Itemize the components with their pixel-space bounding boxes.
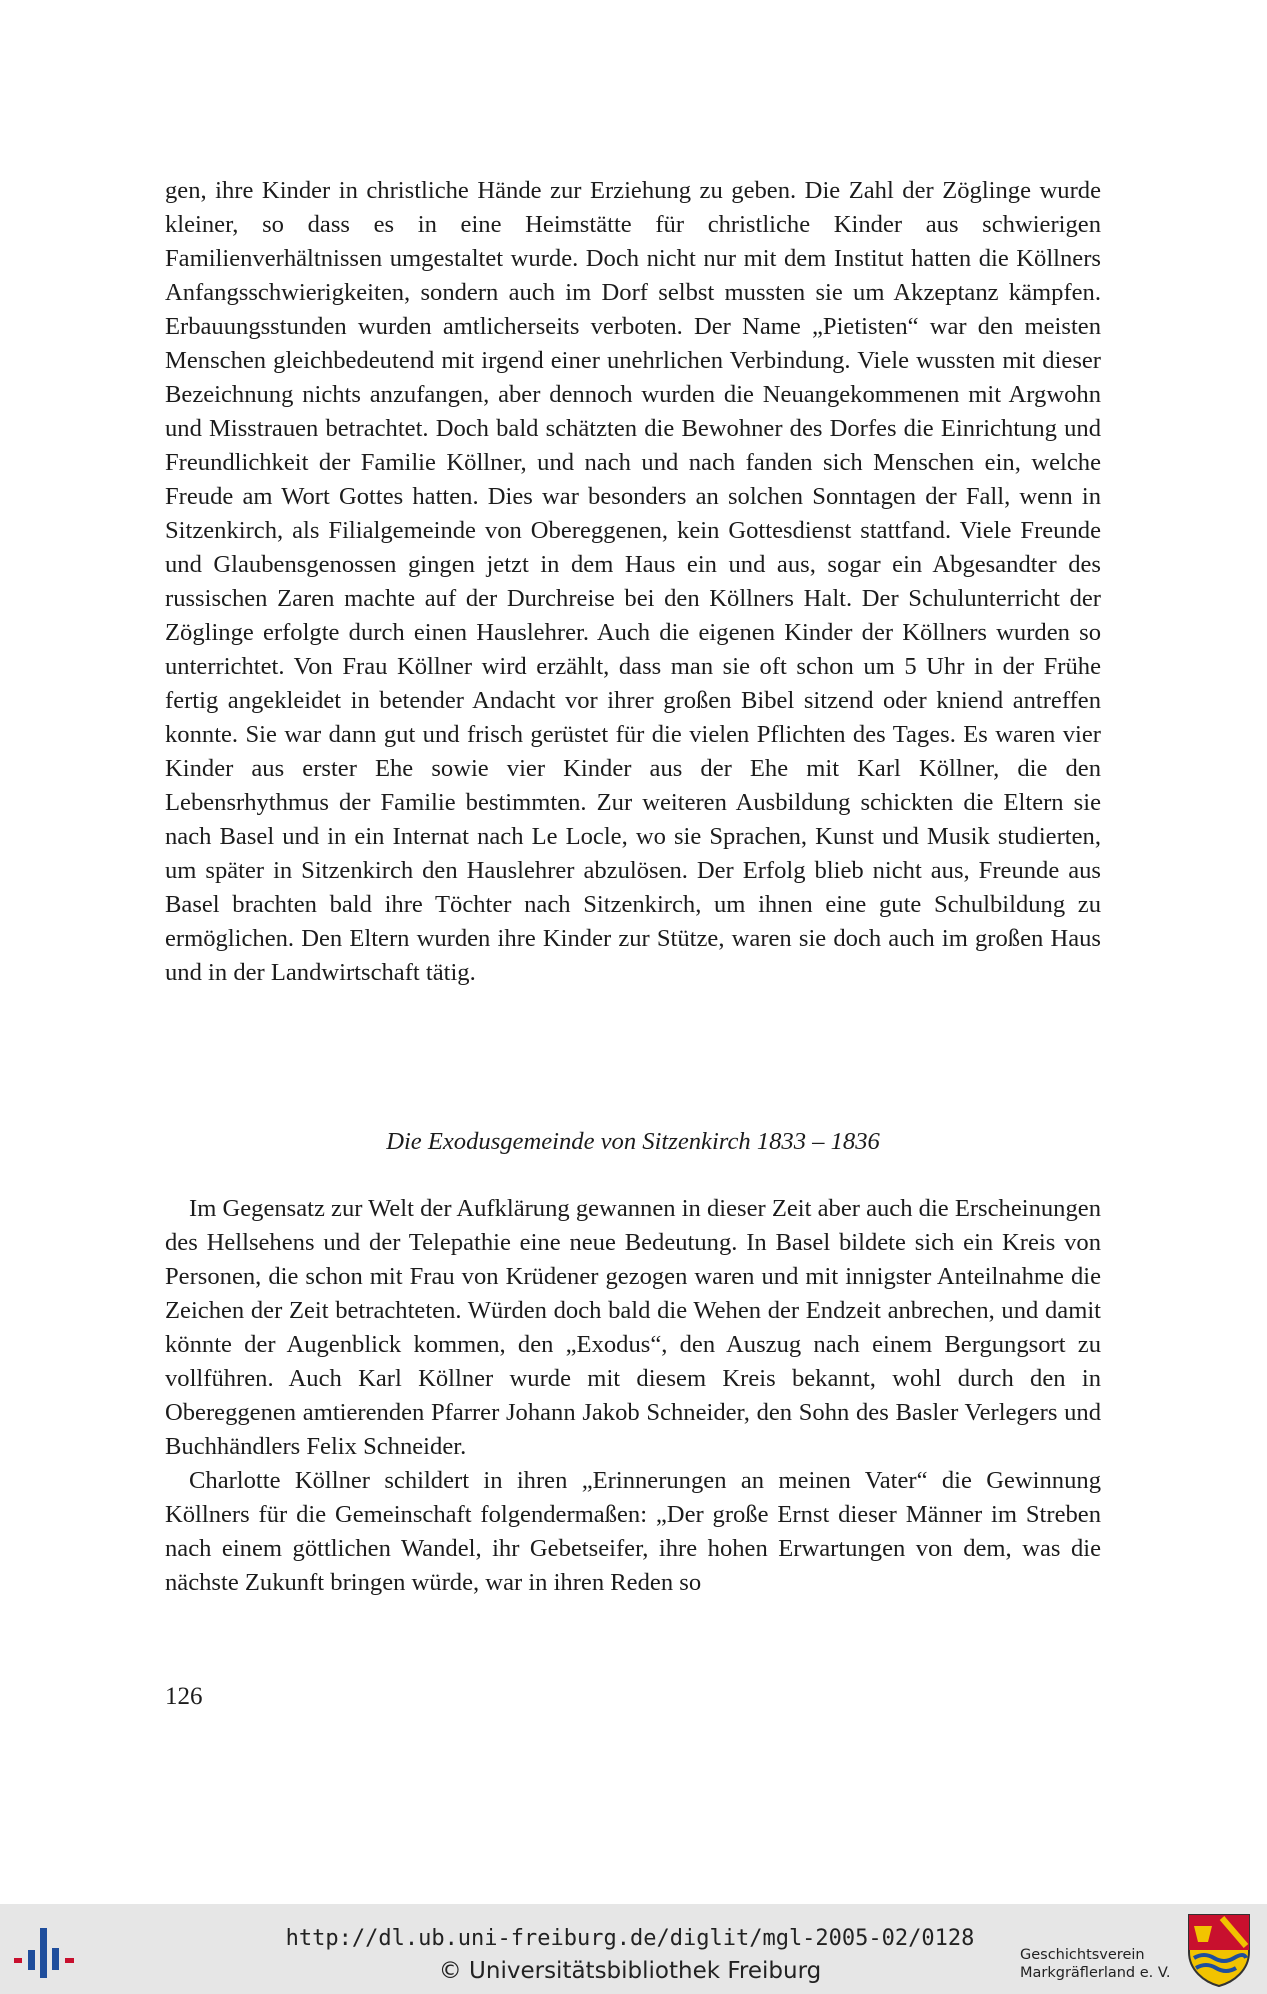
footer-citation xyxy=(260,1922,1000,1988)
society-name xyxy=(1020,1946,1171,1982)
footer-bar xyxy=(0,1904,1267,1994)
body-text-section-1 xyxy=(165,174,1101,990)
body-text-section-2 xyxy=(165,1192,1101,1600)
paragraph: gen, ihre Kinder in christliche Hände zur Erziehung zu geben. Die Zahl der Zöglinge wurde kleiner, so dass es in eine Heimstätte für christliche Kinder aus schwierigen Familienverhältnissen umgestaltet wurde. Doch nicht nur mit dem Institut hatten die Köllners Anfangsschwierigkeiten, sondern auch im Dorf selbst mussten sie um Akzeptanz kämpfen. Erbauungsstunden wurden amtlicherseits verboten. Der Name „Pietisten“ war den meisten Menschen gleichbedeutend mit irgend einer unehrlichen Verbindung. Viele wussten mit dieser Bezeichnung nichts anzufangen, aber dennoch wurden die Neuangekommenen mit Argwohn und Misstrauen betrachtet. Doch bald schätzten die Bewohner des Dorfes die Einrichtung und Freundlichkeit der Familie Köllner, und nach und nach fanden sich Menschen ein, welche Freude am Wort Gottes hatten. Dies war besonders an solchen Sonntagen der Fall, wenn in Sitzenkirch, als Filialgemeinde von Obereggenen, kein Gottesdienst stattfand. Viele Freunde und Glaubensgenossen gingen jetzt in dem Haus ein und aus, sogar ein Abgesandter des russischen Zaren machte auf der Durchreise bei den Köllners Halt. Der Schulunterricht der Zöglinge erfolgte durch einen Hauslehrer. Auch die eigenen Kinder der Köllners wurden so unterrichtet. Von Frau Köllner wird erzählt, dass man sie oft schon um 5 Uhr in der Frühe fertig angekleidet in betender Andacht vor ihrer großen Bibel sitzend oder kniend antreffen konnte. Sie war dann gut und frisch gerüstet für die vielen Pflichten des Tages. Es waren vier Kinder aus erster Ehe sowie vier Kinder aus der Ehe mit Karl Köllner, die den Lebensrhythmus der Familie bestimmten. Zur weiteren Ausbildung schickten die Eltern sie nach Basel und in ein Internat nach Le Locle, wo sie Sprachen, Kunst und Musik studierten, um später in Sitzenkirch den Hauslehrer abzulösen. Der Erfolg blieb nicht aus, Freunde aus Basel brachten bald ihre Töchter nach Sitzenkirch, um ihnen eine gute Schulbildung zu ermöglichen. Den Eltern wurden ihre Kinder zur Stütze, waren sie doch auch im großen Haus und in der Landwirtschaft tätig. xyxy=(165,177,1101,986)
page-number: 126 xyxy=(165,1683,203,1710)
section-heading: Die Exodusgemeinde von Sitzenkirch 1833 – 1836 xyxy=(386,1128,880,1155)
library-logo-icon xyxy=(10,1924,80,1982)
society-line-1: Geschichtsverein xyxy=(1020,1947,1145,1963)
paragraph: Charlotte Köllner schildert in ihren „Erinnerungen an meinen Vater“ die Gewinnung Köllners für die Gemeinschaft folgendermaßen: „Der große Ernst dieser Männer im Streben nach einem göttlichen Wandel, ihr Gebetseifer, ihre hohen Erwartungen von dem, was die nächste Zukunft bringen würde, war in ihren Reden so xyxy=(165,1467,1101,1596)
society-line-2: Markgräflerland e. V. xyxy=(1020,1965,1171,1981)
paragraph: Im Gegensatz zur Welt der Aufklärung gewannen in dieser Zeit aber auch die Erscheinungen des Hellsehens und der Telepathie eine neue Bedeutung. In Basel bildete sich ein Kreis von Personen, die schon mit Frau von Krüdener gezogen waren und mit innigster Anteilnahme die Zeichen der Zeit betrachteten. Würden doch bald die Wehen der Endzeit anbrechen, und damit könnte der Augenblick kommen, den „Exodus“, den Auszug nach einem Bergungsort zu vollführen. Auch Karl Köllner wurde mit diesem Kreis bekannt, wohl durch den in Obereggenen amtierenden Pfarrer Johann Jakob Schneider, den Sohn des Basler Verlegers und Buchhändlers Felix Schneider. xyxy=(165,1195,1101,1460)
copyright-text: © Universitätsbibliothek Freiburg xyxy=(438,1958,822,1984)
source-url-link[interactable]: http://dl.ub.uni-freiburg.de/diglit/mgl-2005-02/0128 xyxy=(285,1926,975,1951)
coat-of-arms-icon xyxy=(1186,1912,1252,1988)
